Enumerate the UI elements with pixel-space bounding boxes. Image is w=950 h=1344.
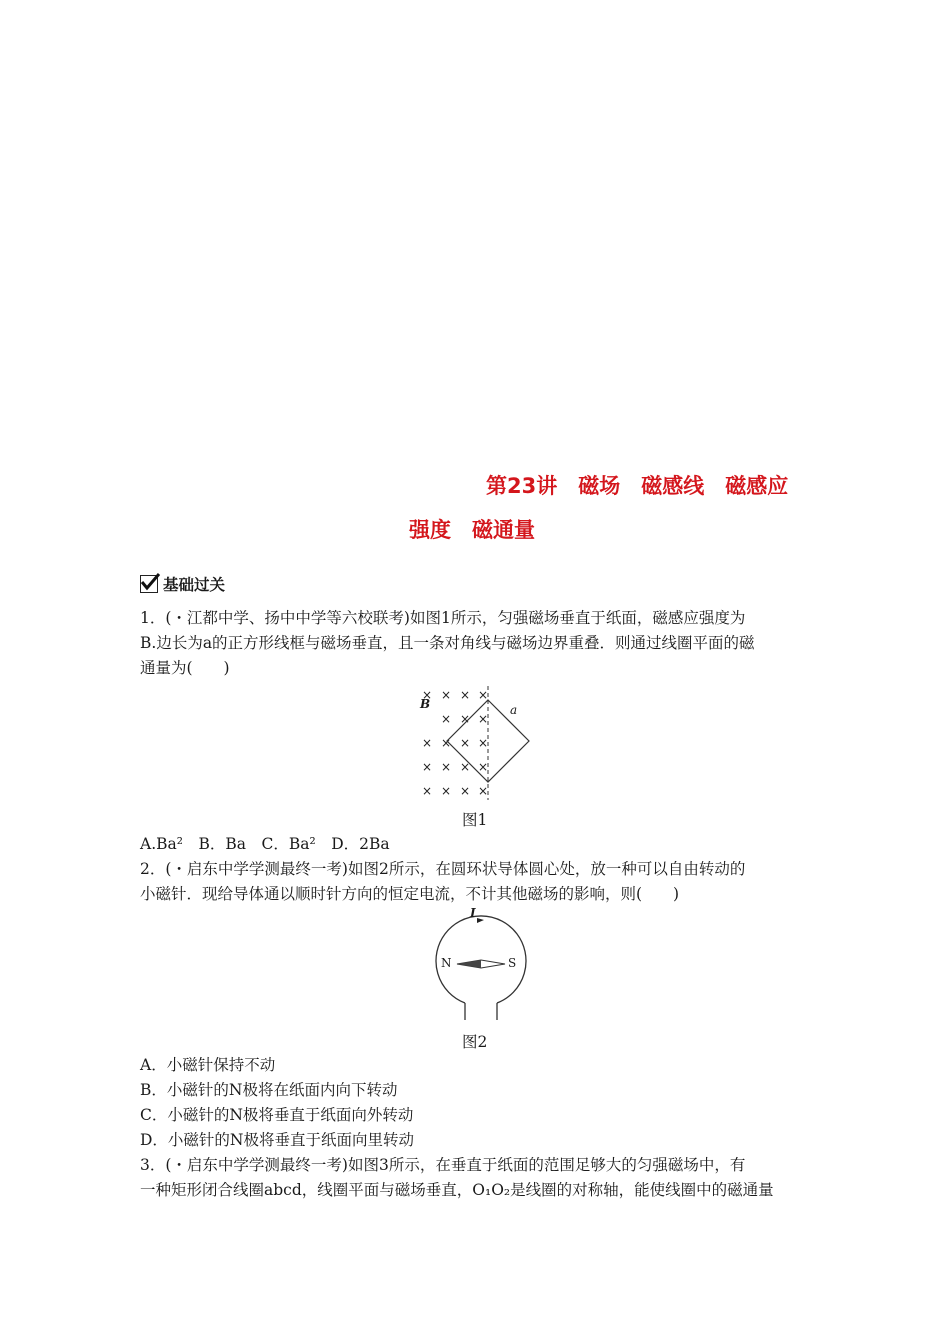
svg-text:×: × (477, 688, 489, 702)
svg-text:×: × (459, 712, 471, 726)
svg-text:×: × (459, 688, 471, 702)
svg-text:×: × (459, 784, 471, 798)
figure-2-label-n: N (441, 956, 452, 970)
svg-text:×: × (477, 736, 489, 750)
magnetic-field-x-marks (422, 688, 488, 798)
q2-line-2: 小磁针．现给导体通以顺时针方向的恒定电流，不计其他磁场的影响，则( ) (140, 885, 680, 903)
svg-text:×: × (440, 712, 452, 726)
q1-options: A.Ba² B．Ba C．Ba² D．2Ba (140, 835, 390, 853)
q2-option-b: B．小磁针的N极将在纸面内向下转动 (140, 1081, 398, 1099)
svg-text:×: × (440, 784, 452, 798)
section-header (140, 573, 225, 595)
figure-1-diagram (410, 684, 545, 804)
q1-line-1: 1．(・江都中学、扬中中学等六校联考)如图1所示，匀强磁场垂直于纸面，磁感应强度为 (140, 609, 746, 627)
figure-2-caption: 图2 (462, 1033, 488, 1051)
svg-text:×: × (459, 736, 471, 750)
figure-2-label-i: I (470, 906, 476, 920)
q1-line-2: B.边长为a的正方形线框与磁场垂直，且一条对角线与磁场边界重叠．则通过线圈平面的磁 (140, 634, 755, 652)
checkbox-check-icon (140, 575, 158, 593)
svg-text:×: × (440, 736, 452, 750)
svg-text:×: × (421, 688, 433, 702)
figure-2-label-s: S (508, 956, 517, 970)
svg-text:×: × (421, 736, 433, 750)
svg-text:×: × (440, 688, 452, 702)
svg-text:×: × (477, 760, 489, 774)
figure-1-label-a: a (510, 703, 518, 717)
q2-option-a: A．小磁针保持不动 (140, 1056, 276, 1074)
section-label: 基础过关 (163, 576, 226, 594)
q3-line-1: 3．(・启东中学学测最终一考)如图3所示，在垂直于纸面的范围足够大的匀强磁场中，有 (140, 1156, 746, 1174)
current-arrow-icon (477, 918, 484, 923)
svg-text:×: × (440, 760, 452, 774)
q2-line-1: 2．(・启东中学学测最终一考)如图2所示，在圆环状导体圆心处，放一种可以自由转动的 (140, 860, 746, 878)
q1-line-3: 通量为( ) (140, 659, 230, 677)
svg-text:×: × (459, 760, 471, 774)
lesson-title-line-2: 强度 磁通量 (409, 518, 535, 542)
svg-text:×: × (477, 784, 489, 798)
lesson-title-line-1: 第23讲 磁场 磁感线 磁感应 (486, 474, 789, 498)
q2-option-d: D．小磁针的N极将垂直于纸面向里转动 (140, 1131, 414, 1149)
q3-line-2: 一种矩形闭合线圈abcd，线圈平面与磁场垂直，O₁O₂是线圈的对称轴，能使线圈中的磁通量 (140, 1181, 774, 1199)
q2-option-c: C．小磁针的N极将垂直于纸面向外转动 (140, 1106, 414, 1124)
svg-text:×: × (421, 760, 433, 774)
svg-text:×: × (477, 712, 489, 726)
figure-1-label-b: B (420, 697, 431, 711)
svg-text:×: × (421, 784, 433, 798)
figure-1-caption: 图1 (462, 811, 488, 829)
